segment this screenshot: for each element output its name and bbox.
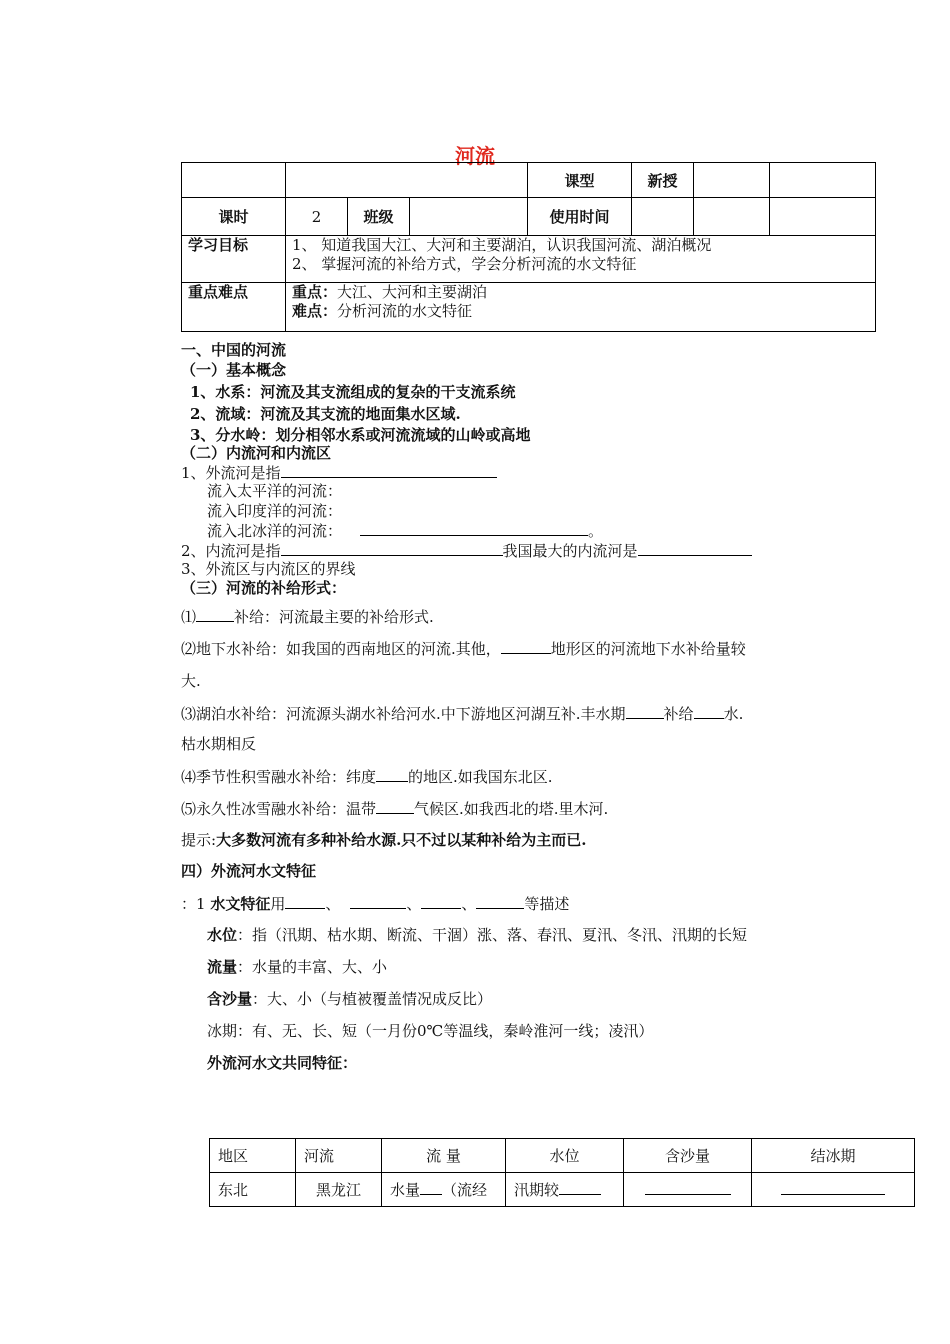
tip-line	[181, 831, 587, 850]
hydrology-table	[209, 1138, 915, 1207]
concept-line: 1、水系：河流及其支流组成的复杂的干支流系统	[190, 383, 516, 401]
supply-line: 大.	[181, 672, 201, 690]
answer-blank[interactable]	[501, 639, 551, 654]
text: 、	[461, 895, 477, 913]
answer-blank[interactable]	[196, 607, 234, 622]
text: 补给	[663, 705, 694, 723]
answer-blank[interactable]	[645, 1180, 731, 1195]
supply-line	[181, 799, 608, 819]
hydrology-line: 冰期：有、无、长、短（一月份0℃等温线，秦岭淮河一线；凌汛）	[207, 1022, 654, 1040]
label-key-points: 重点难点	[182, 283, 286, 332]
question-line	[181, 541, 752, 561]
term-text: ：指（汛期、枯水期、断流、干涸）涨、落、春汛、夏汛、冬汛、汛期的长短	[237, 926, 748, 944]
subsection-heading: （一）基本概念	[181, 361, 287, 379]
supply-line	[181, 704, 743, 724]
section-heading: 一、中国的河流	[181, 341, 287, 359]
value-lesson-type: 新授	[632, 163, 694, 198]
subsection-heading: （三）河流的补给形式：	[181, 579, 347, 597]
term-text: ：大、小（与植被覆盖情况成反比）	[252, 990, 493, 1008]
supply-line	[181, 767, 553, 787]
key-label: 重点：	[292, 283, 338, 301]
label-objectives: 学习目标	[182, 236, 286, 283]
text: （流经	[442, 1181, 488, 1199]
objectives-content	[286, 236, 876, 283]
answer-blank[interactable]	[420, 1180, 442, 1195]
cell-empty	[694, 163, 770, 198]
page-title: 河流	[455, 144, 495, 168]
hydrology-line	[181, 894, 569, 914]
answer-blank[interactable]	[281, 541, 503, 556]
difficulty-text: 分析河流的水文特征	[337, 302, 473, 320]
subsection-heading: （二）内流河和内流区	[181, 444, 332, 462]
table-header: 结冰期	[752, 1139, 915, 1173]
table-header: 含沙量	[624, 1139, 752, 1173]
answer-blank[interactable]	[281, 463, 497, 478]
label-lesson-type: 课型	[528, 163, 632, 198]
table-cell-sediment	[624, 1173, 752, 1207]
objective-1: 1、 知道我国大江、大河和主要湖泊，认识我国河流、湖泊概况	[292, 236, 712, 254]
question-line	[181, 463, 497, 483]
answer-blank[interactable]	[626, 704, 664, 719]
lesson-info-table	[181, 162, 876, 332]
text: 水文特征	[210, 895, 271, 913]
text: 、	[325, 895, 341, 913]
question-text: 流入北冰洋的河流：	[207, 522, 343, 540]
section-heading: 四）外流河水文特征	[181, 862, 317, 880]
question-text: 。	[588, 522, 604, 540]
term-label: 流量	[207, 958, 238, 976]
text: 气候区.如我西北的塔.里木河.	[414, 800, 609, 818]
question-line: 流入太平洋的河流：	[207, 482, 343, 500]
question-text: 我国最大的内流河是	[502, 542, 638, 560]
key-points-content	[286, 283, 876, 332]
answer-blank[interactable]	[638, 541, 752, 556]
supply-line: 枯水期相反	[181, 735, 257, 753]
answer-blank[interactable]	[781, 1180, 885, 1195]
text: ⑶湖泊水补给：河流源头湖水补给河水.中下游地区河湖互补.丰水期	[181, 705, 626, 723]
text: ⑵地下水补给：如我国的西南地区的河流.其他，	[181, 640, 501, 658]
tip-label: 提示:	[181, 831, 217, 849]
label-class: 班级	[348, 198, 410, 236]
value-use-time[interactable]	[632, 198, 694, 236]
text: 水.	[723, 705, 744, 723]
answer-blank[interactable]	[350, 894, 406, 909]
text: 地形区的河流地下水补给量较	[550, 640, 746, 658]
table-cell-river: 黑龙江	[296, 1173, 382, 1207]
table-cell-level	[506, 1173, 624, 1207]
text: ⑴	[181, 608, 197, 626]
label-use-time: 使用时间	[528, 198, 632, 236]
text: 等描述	[524, 895, 570, 913]
cell-empty	[286, 163, 528, 198]
cell-empty	[770, 163, 876, 198]
text: 水量	[390, 1181, 421, 1199]
answer-blank[interactable]	[421, 894, 461, 909]
answer-blank[interactable]	[694, 704, 724, 719]
answer-blank[interactable]	[285, 894, 325, 909]
question-text: 2、内流河是指	[181, 542, 281, 560]
table-header: 地区	[210, 1139, 296, 1173]
table-cell-flow	[382, 1173, 506, 1207]
text: ：1	[181, 895, 206, 913]
cell-empty	[770, 198, 876, 236]
objective-2: 2、 掌握河流的补给方式，学会分析河流的水文特征	[292, 255, 637, 273]
tip-text: 大多数河流有多种补给水源.只不过以某种补给为主而已.	[216, 831, 587, 849]
hydrology-line	[207, 990, 492, 1009]
table-header: 水位	[506, 1139, 624, 1173]
text: 的地区.如我国东北区.	[408, 768, 553, 786]
term-label: 水位	[207, 926, 238, 944]
term-text: ：水量的丰富、大、小	[237, 958, 388, 976]
hydrology-line	[207, 926, 747, 945]
table-cell-freeze	[752, 1173, 915, 1207]
label-period: 课时	[182, 198, 286, 236]
value-period: 2	[286, 198, 348, 236]
supply-line	[181, 607, 434, 627]
key-text: 大江、大河和主要湖泊	[337, 283, 488, 301]
answer-blank[interactable]	[559, 1180, 601, 1195]
question-line: 3、外流区与内流区的界线	[181, 560, 356, 578]
text: ⑸永久性冰雪融水补给：温带	[181, 800, 377, 818]
term-label: 含沙量	[207, 990, 253, 1008]
table-cell-region: 东北	[210, 1173, 296, 1207]
cell-empty	[694, 198, 770, 236]
answer-blank[interactable]	[360, 521, 588, 536]
concept-line: 2、流域：河流及其支流的地面集水区域.	[190, 405, 461, 423]
text: 补给：河流最主要的补给形式.	[234, 608, 434, 626]
table-header: 河流	[296, 1139, 382, 1173]
hydrology-line: 外流河水文共同特征：	[207, 1054, 358, 1072]
difficulty-label: 难点：	[292, 302, 338, 320]
answer-blank[interactable]	[376, 799, 414, 814]
text: 汛期较	[514, 1181, 560, 1199]
supply-line	[181, 639, 746, 659]
value-class[interactable]	[410, 198, 528, 236]
question-line: 流入印度洋的河流：	[207, 502, 343, 520]
question-text: 1、外流河是指	[181, 464, 281, 482]
cell-empty	[182, 163, 286, 198]
text: ⑷季节性积雪融水补给：纬度	[181, 768, 377, 786]
table-header: 流 量	[382, 1139, 506, 1173]
text: 用	[270, 895, 286, 913]
answer-blank[interactable]	[376, 767, 408, 782]
hydrology-line	[207, 958, 387, 977]
answer-blank[interactable]	[476, 894, 524, 909]
question-line	[207, 521, 603, 541]
concept-line: 3、分水岭：划分相邻水系或河流流域的山岭或高地	[190, 426, 531, 444]
text: 、	[406, 895, 422, 913]
